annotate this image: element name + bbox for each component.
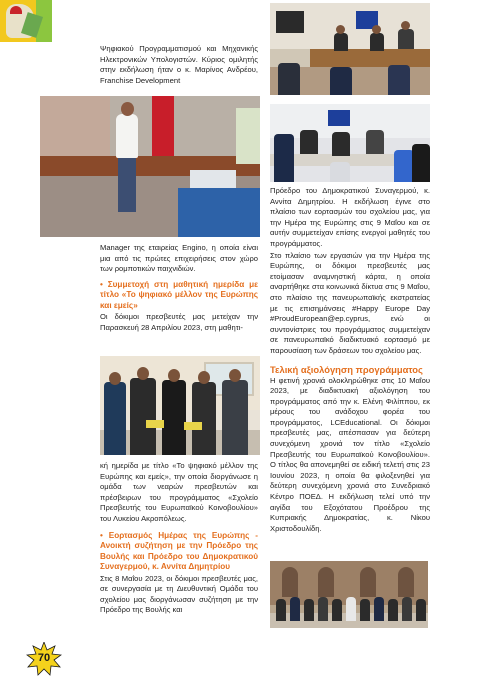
paragraph: Η φετινή χρονιά ολοκληρώθηκε στις 10 Μαΐου 2023, με διαδικτυακή αξιολόγηση του προγράμματος από την κ. Ελένη Φιλίππου, εκ μέρους του ανάδοχου φορέα του προγράμματος, LCEducational. Οι δόκιμοι πρεσβευτές μας, απέσπασαν για δεύτερη συνεχόμενη χρονιά τον τίτλο «Σχολείο Πρεσβευτής του Ευρωπαϊκού Κοινοβουλίου». Ο τίτλος θα απονεμηθεί σε ειδική τελετή στις 23 Ιουνίου 2023, η οποία θα φιλοξενηθεί για δεύτερη συνεχόμενη χρονιά στο Συνεδριακό Κέντρο ΠΟΕΔ. Η εκδήλωση τελεί υπό την αιγίδα του Εξοχότατου Προέδρου της Κυπριακής Δημοκρατίας, κ. Νίκου Χριστοδουλίδη. [270,375,430,533]
paragraph: Στο πλαίσιο των εργασιών για την Ημέρα της Ευρώπης, οι δόκιμοι πρεσβευτές μας ετοίμασαν αναμνηστική κάρτα, η οποία αναρτήθηκε στα κοινωνικά δίκτυα στις 9 Μαΐου, στο πλαίσιο της πανευρωπαϊκής εκστρατείας με τις επισημάνσεις #Happy Europe Day #ProudEuropean@ep.cyprus, ενώ οι συντονίστριες του προγράμματος συμμετείχαν σε πανευρωπαϊκό διαδικτυακό εορτασμό με παρουσίαση των δράσεων του σχολείου μας. [270,250,430,355]
paragraph: Στις 8 Μαΐου 2023, οι δόκιμοι πρεσβευτές μας, σε συνεργασία με τη Διευθυντική Ομάδα του σχολείου μας διοργάνωσαν συζήτηση με την Πρόεδρο της Βουλής και [100,573,258,615]
left-intro-text [100,44,258,86]
heading-text: Εορτασμός Ημέρας της Ευρώπης - Ανοικτή συζήτηση με την Πρόεδρο της Βουλής και Πρόεδρο του Δημοκρατικού Συναγερμού, κ. Αννίτα Δημητρίου [100,530,258,572]
left-column-body [100,243,258,333]
bullet-icon: • [100,279,103,289]
corner-illustration [0,0,52,42]
heading-text: Συμμετοχή στη μαθητική ημερίδα με τίτλο «Το ψηφιακό μέλλον της Ευρώπης και εμείς» [100,279,258,310]
page-number: 70 [37,652,51,664]
left-column-lower [100,461,258,616]
students-photo [100,356,260,455]
speaker-photo [40,96,260,237]
bullet-icon: • [100,530,103,540]
paragraph: Ψηφιακού Προγραμματισμού και Μηχανικής Ηλεκτρονικών Υπολογιστών. Κύριος ομιλητής στην εκδήλωση ήταν ο κ. Μαρίνος Ανδρέου, Franchise Development [100,44,258,85]
event-photo-middle [270,104,430,182]
event-photo-top [270,3,430,95]
group-photo [270,561,428,628]
paragraph: Οι δόκιμοι πρεσβευτές μας μετείχαν την Παρασκευή 28 Απριλίου 2023, στη μαθητι- [100,312,258,332]
paragraph: Πρόεδρο του Δημοκρατικού Συναγερμού, κ. Αννίτα Δημητρίου. Η εκδήλωση έγινε στο πλαίσιο των εορτασμών του σχολείου μας, για την Ημέρα της Ευρώπης στις 9 Μαΐου και σε αυτήν συμμετείχαν επίσης ενεργοί μαθητές του προγράμματος. [270,186,430,248]
paragraph: Manager της εταιρείας Engino, η οποία είναι μια από τις πρώτες επιχειρήσεις στον χώρο των ρομποτικών παιχνιδιών. [100,243,258,274]
page-number-badge [26,642,62,676]
right-column-body [270,186,430,534]
section-heading: Τελική αξιολόγηση προγράμματος [270,363,423,375]
paragraph: κή ημερίδα με τίτλο «Το ψηφιακό μέλλον της Ευρώπης και εμείς», την οποία διοργάνωσε η ομάδα των νεαρών πρεσβευτών και πρέσβειρων του προγράμματος «Σχολείο Πρεσβευτής του Ευρωπαϊκού Κοινοβουλίου» του Λυκείου Ακροπόλεως. [100,461,258,523]
section-heading [100,280,258,312]
section-heading [100,531,258,573]
